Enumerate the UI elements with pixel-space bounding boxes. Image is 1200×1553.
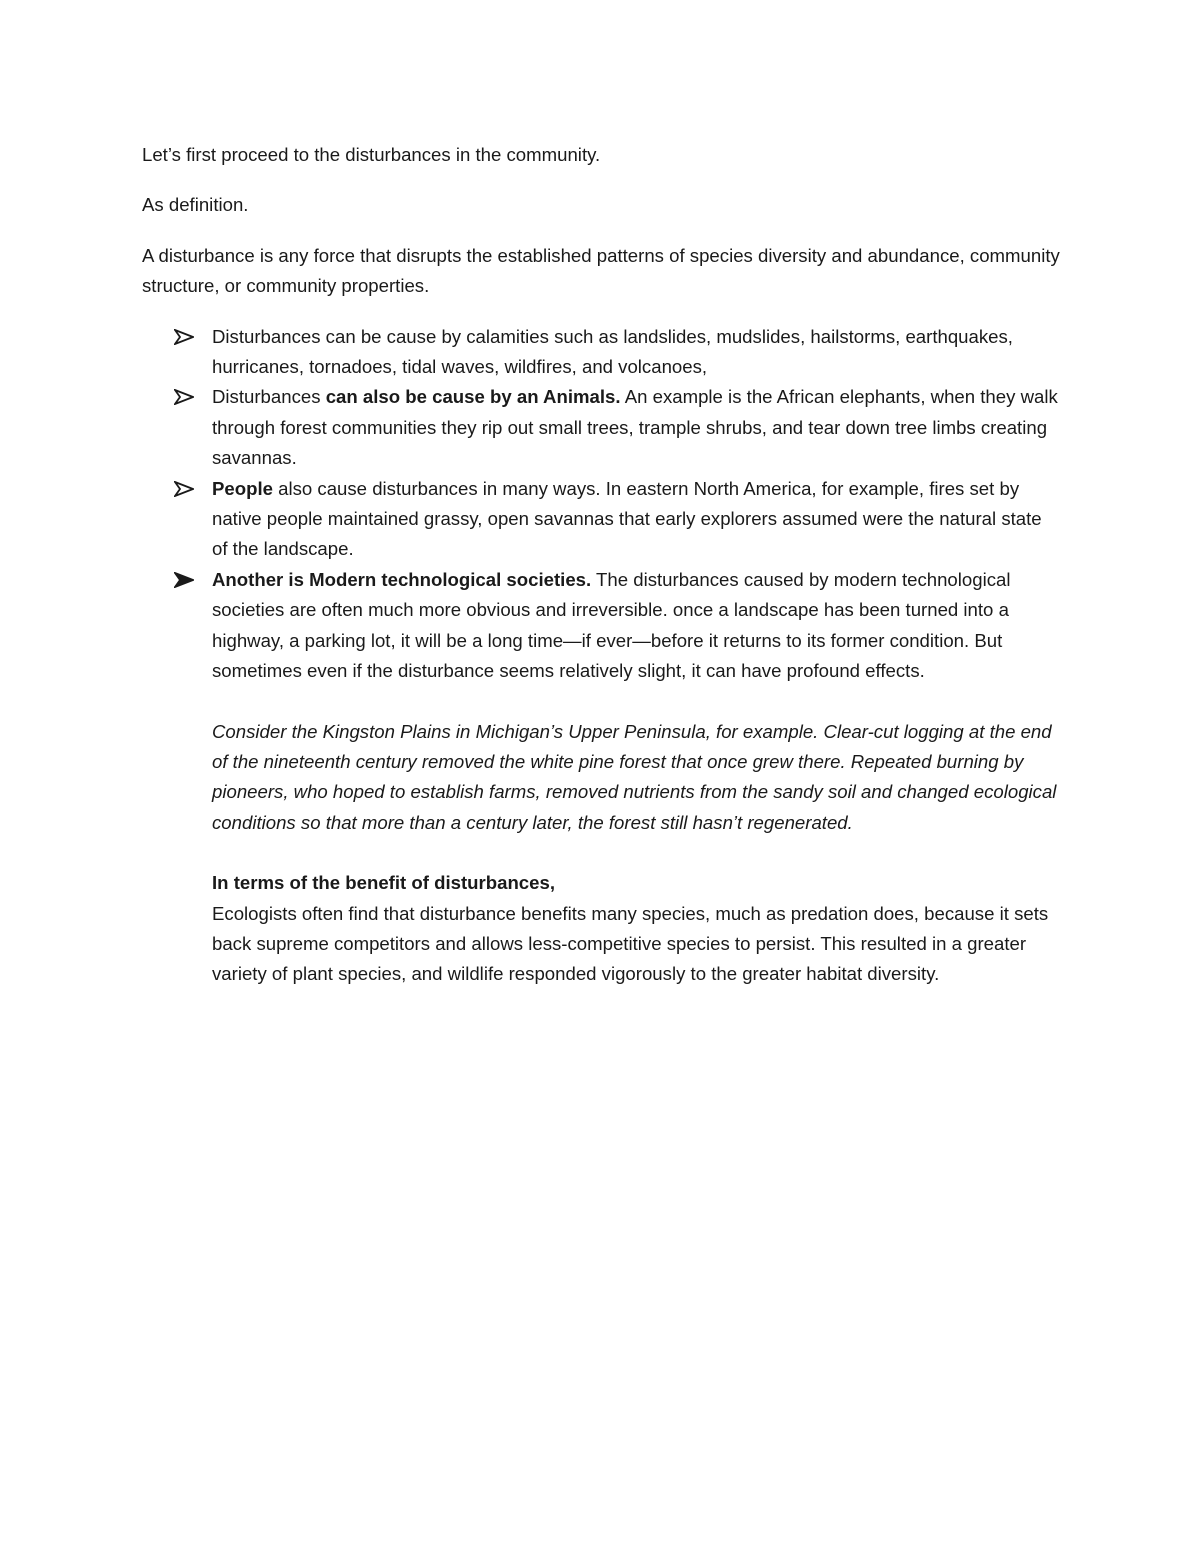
arrow-bullet-icon xyxy=(174,382,196,412)
bullet-bold: Another is Modern technological societies. xyxy=(212,568,592,590)
list-item xyxy=(142,382,1062,473)
definition-text: A disturbance is any force that disrupts the established patterns of species diversity and abundance, community structure, or community properties. xyxy=(142,244,1060,297)
bullet-bold: can also be cause by an Animals. xyxy=(325,386,621,408)
bullet-text: also cause disturbances in many ways. In eastern North America, for example, fires set by native people maintained grassy, open savannas that early explorers assumed were the natural state of the landscape. xyxy=(212,477,1042,560)
bullet-lead: Disturbances xyxy=(212,386,326,408)
benefit-text: Ecologists often find that disturbance benefits many species, much as predation does, because it sets back supreme competitors and allows less-competitive species to persist. This resulted in a greater variety of plant species, and wildlife responded vigorously to the greater habitat diversity. xyxy=(212,902,1049,985)
arrow-bullet-icon xyxy=(174,474,196,504)
example-paragraph: Consider the Kingston Plains in Michigan’s Upper Peninsula, for example. Clear-cut logging at the end of the nineteenth century removed the white pine forest that once grew there. Repeated burning by pioneers, who hoped to establish farms, removed nutrients from the sandy soil and changed ecological conditions so that more than a century later, the forest still hasn’t regenerated. xyxy=(212,720,1057,833)
definition-label: As definition. xyxy=(142,194,249,216)
list-item xyxy=(142,474,1062,565)
disturbance-list xyxy=(142,322,1062,687)
bullet-text: Disturbances can be cause by calamities such as landslides, mudslides, hailstorms, earthquakes, hurricanes, tornadoes, tidal waves, wildfires, and volcanoes, xyxy=(212,325,1013,378)
arrow-bullet-icon xyxy=(174,565,196,595)
bullet-text: The disturbances caused by modern technological societies are often much more obvious and irreversible. once a landscape has been turned into a highway, a parking lot, it will be a long time—if ever—before it returns to its former condition. But sometimes even if the disturbance seems relatively slight, it can have profound effects. xyxy=(212,568,1011,682)
benefit-section xyxy=(142,868,1062,990)
bullet-bold: People xyxy=(212,477,273,499)
arrow-bullet-icon xyxy=(174,322,196,352)
bullet-text: An example is the African elephants, when they walk through forest communities they rip out small trees, trample shrubs, and tear down tree limbs creating savannas. xyxy=(212,386,1058,469)
benefit-heading-text: In terms of the benefit of disturbances, xyxy=(212,872,555,894)
intro-line: Let’s first proceed to the disturbances in the community. xyxy=(142,144,601,165)
list-item xyxy=(142,565,1062,687)
benefit-heading xyxy=(212,868,1062,898)
document-body xyxy=(142,140,1062,990)
list-item xyxy=(142,322,1062,383)
